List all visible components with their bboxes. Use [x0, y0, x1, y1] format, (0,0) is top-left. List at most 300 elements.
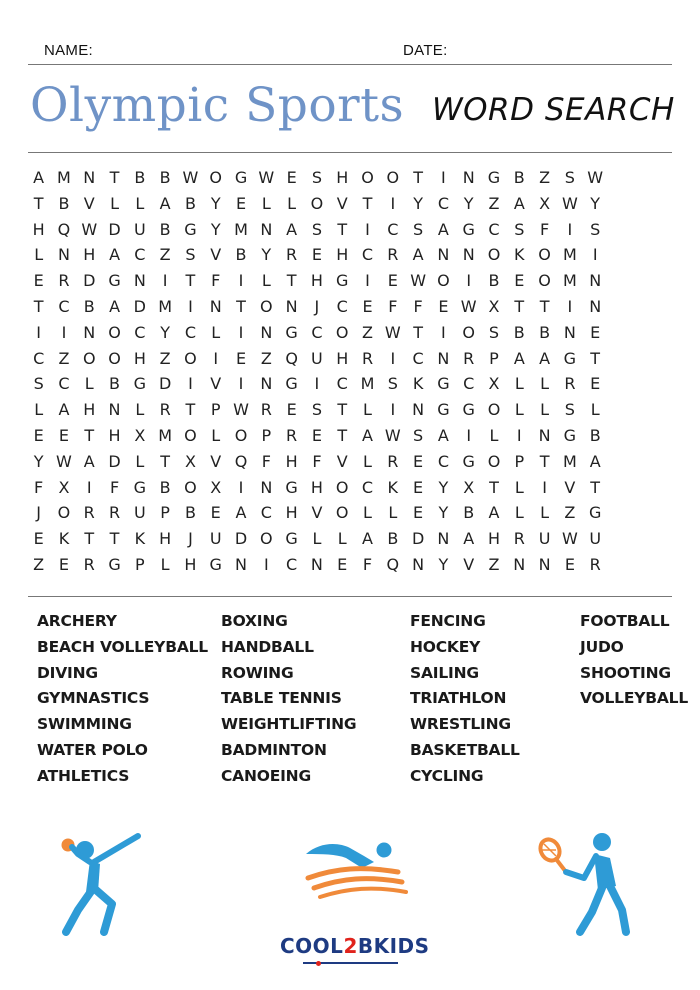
grid-letter[interactable]: L — [211, 322, 221, 342]
grid-letter[interactable]: O — [234, 425, 248, 445]
grid-letter[interactable]: G — [234, 168, 248, 187]
grid-letter[interactable]: W — [233, 400, 249, 420]
grid-letter[interactable]: A — [109, 296, 121, 316]
grid-letter[interactable]: R — [83, 554, 95, 574]
grid-letter[interactable]: T — [590, 477, 601, 497]
grid-letter[interactable]: I — [36, 322, 41, 342]
grid-letter[interactable]: I — [542, 477, 547, 497]
grid-letter[interactable]: S — [564, 400, 575, 420]
grid-letter[interactable]: X — [58, 477, 70, 497]
grid-letter[interactable]: Z — [488, 193, 500, 213]
grid-letter[interactable]: G — [285, 322, 298, 342]
grid-letter[interactable]: P — [514, 451, 525, 471]
grid-letter[interactable]: K — [514, 245, 525, 265]
grid-letter[interactable]: G — [462, 400, 475, 420]
grid-letter[interactable]: H — [83, 400, 96, 420]
grid-letter[interactable]: N — [437, 529, 450, 549]
grid-letter[interactable]: N — [108, 400, 121, 420]
grid-letter[interactable]: M — [158, 425, 173, 445]
grid-letter[interactable]: D — [133, 296, 146, 316]
grid-letter[interactable]: B — [463, 503, 475, 523]
grid-letter[interactable]: I — [592, 245, 598, 265]
grid-letter[interactable]: N — [83, 168, 96, 187]
grid-letter[interactable]: E — [286, 400, 297, 420]
grid-letter[interactable]: A — [33, 168, 45, 187]
grid-letter[interactable]: N — [260, 477, 273, 497]
grid-letter[interactable]: O — [260, 529, 273, 549]
grid-letter[interactable]: O — [361, 168, 374, 187]
grid-letter[interactable]: E — [362, 296, 373, 316]
grid-letter[interactable]: Y — [210, 219, 221, 239]
grid-letter[interactable]: R — [286, 425, 298, 445]
grid-letter[interactable]: R — [463, 348, 475, 368]
grid-letter[interactable]: B — [513, 168, 525, 187]
grid-letter[interactable]: B — [184, 193, 196, 213]
grid-letter[interactable]: G — [209, 554, 222, 574]
grid-letter[interactable]: G — [588, 503, 602, 523]
grid-letter[interactable]: S — [590, 219, 601, 239]
grid-letter[interactable]: C — [361, 245, 374, 265]
grid-letter[interactable]: O — [310, 193, 324, 213]
grid-letter[interactable]: Y — [33, 451, 44, 471]
grid-letter[interactable]: E — [33, 271, 44, 291]
grid-letter[interactable]: G — [184, 219, 197, 239]
grid-letter[interactable]: E — [413, 451, 424, 471]
grid-letter[interactable]: Y — [210, 193, 221, 213]
grid-letter[interactable]: E — [58, 554, 69, 574]
grid-letter[interactable]: I — [238, 271, 244, 291]
grid-letter[interactable]: C — [58, 374, 70, 394]
grid-letter[interactable]: R — [387, 245, 399, 265]
grid-letter[interactable]: A — [437, 425, 449, 445]
grid-letter[interactable]: D — [108, 219, 121, 239]
grid-letter[interactable]: O — [184, 477, 197, 497]
grid-letter[interactable]: T — [84, 425, 95, 445]
grid-letter[interactable]: L — [135, 193, 145, 213]
grid-letter[interactable]: R — [159, 400, 171, 420]
grid-letter[interactable]: P — [135, 554, 145, 574]
grid-letter[interactable]: E — [438, 296, 449, 316]
grid-letter[interactable]: I — [466, 271, 472, 291]
grid-letter[interactable]: R — [108, 503, 121, 523]
grid-letter[interactable]: C — [336, 296, 348, 316]
grid-letter[interactable]: B — [235, 245, 247, 265]
grid-letter[interactable]: R — [589, 554, 601, 574]
grid-letter[interactable]: O — [184, 348, 197, 368]
grid-letter[interactable]: X — [488, 374, 500, 394]
grid-letter[interactable]: I — [516, 425, 522, 445]
grid-letter[interactable]: Z — [539, 168, 551, 187]
grid-letter[interactable]: B — [58, 193, 70, 213]
grid-letter[interactable]: F — [34, 477, 44, 497]
grid-letter[interactable]: P — [261, 425, 272, 445]
grid-letter[interactable]: P — [489, 348, 499, 368]
grid-letter[interactable]: M — [562, 245, 577, 265]
grid-letter[interactable]: G — [487, 168, 501, 187]
grid-letter[interactable]: K — [412, 374, 424, 394]
grid-letter[interactable]: Y — [261, 245, 272, 265]
grid-letter[interactable]: L — [514, 400, 524, 420]
grid-letter[interactable]: L — [312, 529, 322, 549]
grid-letter[interactable]: Y — [438, 477, 449, 497]
grid-letter[interactable]: F — [413, 296, 423, 316]
grid-letter[interactable]: T — [109, 529, 120, 549]
grid-letter[interactable]: N — [589, 296, 602, 316]
grid-letter[interactable]: N — [83, 322, 96, 342]
grid-letter[interactable]: L — [261, 193, 271, 213]
grid-letter[interactable]: Z — [488, 554, 500, 574]
grid-letter[interactable]: X — [463, 477, 475, 497]
grid-letter[interactable]: I — [365, 271, 370, 291]
grid-letter[interactable]: F — [211, 271, 221, 291]
grid-letter[interactable]: C — [134, 245, 146, 265]
grid-letter[interactable]: K — [387, 477, 399, 497]
grid-letter[interactable]: O — [335, 503, 349, 523]
grid-letter[interactable]: T — [33, 193, 44, 213]
grid-letter[interactable]: Z — [58, 348, 70, 368]
grid-letter[interactable]: H — [336, 245, 349, 265]
grid-letter[interactable]: L — [211, 425, 221, 445]
grid-letter[interactable]: A — [412, 245, 424, 265]
grid-letter[interactable]: O — [108, 348, 121, 368]
grid-letter[interactable]: F — [539, 219, 550, 239]
grid-letter[interactable]: Y — [463, 193, 474, 213]
grid-letter[interactable]: G — [133, 477, 147, 497]
grid-letter[interactable]: B — [184, 503, 196, 523]
grid-letter[interactable]: G — [462, 451, 475, 471]
grid-letter[interactable]: I — [567, 219, 573, 239]
grid-letter[interactable]: O — [184, 425, 197, 445]
grid-letter[interactable]: L — [261, 271, 271, 291]
grid-letter[interactable]: A — [235, 503, 247, 523]
grid-letter[interactable]: I — [188, 374, 193, 394]
grid-letter[interactable]: J — [314, 296, 320, 316]
grid-letter[interactable]: V — [564, 477, 576, 497]
grid-letter[interactable]: B — [539, 322, 551, 342]
grid-letter[interactable]: S — [514, 219, 525, 239]
grid-letter[interactable]: A — [463, 529, 475, 549]
grid-letter[interactable]: G — [336, 271, 349, 291]
grid-letter[interactable]: T — [33, 296, 44, 316]
grid-letter[interactable]: E — [337, 554, 348, 574]
grid-letter[interactable]: H — [285, 503, 298, 523]
grid-letter[interactable]: N — [563, 322, 576, 342]
grid-letter[interactable]: T — [185, 400, 196, 420]
grid-letter[interactable]: W — [56, 451, 72, 471]
grid-letter[interactable]: L — [363, 451, 372, 471]
grid-letter[interactable]: L — [540, 400, 550, 420]
grid-letter[interactable]: C — [437, 451, 449, 471]
grid-letter[interactable]: N — [462, 168, 475, 187]
grid-letter[interactable]: A — [437, 219, 449, 239]
grid-letter[interactable]: G — [563, 348, 577, 368]
grid-letter[interactable]: F — [362, 554, 373, 574]
grid-letter[interactable]: W — [182, 168, 199, 187]
grid-letter[interactable]: E — [33, 529, 44, 549]
grid-letter[interactable]: V — [210, 374, 222, 394]
grid-letter[interactable]: Z — [564, 503, 576, 523]
grid-letter[interactable]: I — [238, 322, 244, 342]
grid-letter[interactable]: I — [390, 348, 396, 368]
grid-letter[interactable]: H — [32, 219, 45, 239]
grid-letter[interactable]: X — [539, 193, 551, 213]
grid-letter[interactable]: Q — [234, 451, 248, 471]
grid-letter[interactable]: B — [589, 425, 601, 445]
grid-letter[interactable]: Y — [590, 193, 601, 213]
grid-letter[interactable]: G — [285, 529, 298, 549]
grid-letter[interactable]: T — [590, 348, 601, 368]
grid-letter[interactable]: S — [311, 400, 322, 420]
grid-letter[interactable]: I — [390, 193, 396, 213]
grid-letter[interactable]: Z — [260, 348, 272, 368]
grid-letter[interactable]: P — [210, 400, 221, 420]
grid-letter[interactable]: W — [561, 193, 578, 213]
grid-letter[interactable]: N — [260, 219, 273, 239]
grid-letter[interactable]: V — [210, 245, 222, 265]
grid-letter[interactable]: S — [33, 374, 44, 394]
grid-letter[interactable]: L — [363, 400, 372, 420]
grid-letter[interactable]: X — [184, 451, 196, 471]
grid-letter[interactable]: F — [388, 296, 398, 316]
grid-letter[interactable]: T — [236, 296, 246, 316]
grid-letter[interactable]: A — [513, 193, 525, 213]
grid-letter[interactable]: H — [336, 348, 349, 368]
grid-letter[interactable]: Q — [285, 348, 298, 368]
grid-letter[interactable]: B — [488, 271, 500, 291]
grid-letter[interactable]: B — [159, 168, 171, 187]
grid-letter[interactable]: E — [590, 374, 601, 394]
grid-letter[interactable]: H — [285, 451, 298, 471]
grid-letter[interactable]: N — [57, 245, 70, 265]
grid-letter[interactable]: I — [441, 168, 446, 187]
grid-letter[interactable]: G — [285, 374, 298, 394]
grid-letter[interactable]: T — [337, 219, 348, 239]
grid-letter[interactable]: E — [413, 503, 424, 523]
grid-letter[interactable]: R — [387, 451, 399, 471]
grid-letter[interactable]: N — [285, 296, 298, 316]
grid-letter[interactable]: A — [159, 193, 171, 213]
grid-letter[interactable]: H — [310, 271, 323, 291]
grid-letter[interactable]: L — [287, 193, 297, 213]
grid-letter[interactable]: L — [540, 503, 550, 523]
grid-letter[interactable]: N — [235, 554, 247, 574]
grid-letter[interactable]: S — [413, 425, 424, 445]
grid-letter[interactable]: C — [260, 503, 272, 523]
grid-letter[interactable]: L — [34, 245, 44, 265]
grid-letter[interactable]: O — [462, 322, 475, 342]
grid-letter[interactable]: X — [134, 425, 146, 445]
grid-letter[interactable]: A — [362, 425, 373, 445]
grid-letter[interactable]: U — [209, 529, 222, 549]
grid-letter[interactable]: E — [235, 193, 247, 213]
grid-letter[interactable]: D — [158, 374, 172, 394]
grid-letter[interactable]: M — [158, 296, 173, 316]
grid-letter[interactable]: N — [412, 400, 425, 420]
grid-letter[interactable]: I — [365, 219, 370, 239]
grid-letter[interactable]: N — [437, 348, 450, 368]
grid-letter[interactable]: F — [109, 477, 120, 497]
grid-letter[interactable]: W — [384, 425, 401, 445]
grid-letter[interactable]: G — [437, 400, 450, 420]
grid-letter[interactable]: L — [34, 400, 44, 420]
grid-letter[interactable]: C — [184, 322, 197, 342]
grid-letter[interactable]: K — [134, 529, 146, 549]
grid-letter[interactable]: N — [513, 554, 526, 574]
grid-letter[interactable]: C — [387, 219, 399, 239]
grid-letter[interactable]: L — [363, 503, 372, 523]
grid-letter[interactable]: T — [337, 400, 348, 420]
grid-letter[interactable]: T — [84, 529, 95, 549]
grid-letter[interactable]: O — [57, 503, 71, 523]
grid-letter[interactable]: C — [336, 374, 348, 394]
grid-letter[interactable]: J — [36, 503, 41, 523]
grid-letter[interactable]: N — [209, 296, 222, 316]
grid-letter[interactable]: R — [564, 374, 576, 394]
grid-letter[interactable]: I — [263, 554, 269, 574]
grid-letter[interactable]: L — [110, 193, 119, 213]
grid-letter[interactable]: T — [362, 193, 373, 213]
grid-letter[interactable]: E — [564, 554, 575, 574]
grid-letter[interactable]: C — [311, 322, 323, 342]
grid-letter[interactable]: N — [462, 245, 475, 265]
grid-letter[interactable]: D — [411, 529, 425, 549]
grid-letter[interactable]: V — [463, 554, 475, 574]
grid-letter[interactable]: M — [562, 451, 577, 471]
grid-letter[interactable]: A — [589, 451, 601, 471]
grid-letter[interactable]: V — [336, 451, 348, 471]
grid-letter[interactable]: W — [258, 168, 275, 187]
grid-letter[interactable]: G — [108, 554, 121, 574]
grid-letter[interactable]: A — [109, 245, 121, 265]
grid-letter[interactable]: A — [286, 219, 298, 239]
grid-letter[interactable]: B — [159, 477, 171, 497]
grid-letter[interactable]: M — [562, 271, 577, 291]
grid-letter[interactable]: H — [336, 168, 349, 187]
grid-letter[interactable]: N — [260, 374, 273, 394]
grid-letter[interactable]: G — [133, 374, 147, 394]
grid-letter[interactable]: L — [84, 374, 94, 394]
grid-letter[interactable]: W — [561, 529, 578, 549]
grid-letter[interactable]: E — [311, 245, 322, 265]
grid-letter[interactable]: W — [384, 322, 401, 342]
grid-letter[interactable]: A — [362, 529, 373, 549]
grid-letter[interactable]: Z — [362, 322, 373, 342]
grid-letter[interactable]: C — [134, 322, 146, 342]
grid-letter[interactable]: U — [133, 503, 146, 523]
grid-letter[interactable]: U — [133, 219, 146, 239]
grid-letter[interactable]: U — [311, 348, 323, 368]
grid-letter[interactable]: O — [437, 271, 450, 291]
grid-letter[interactable]: M — [360, 374, 375, 394]
grid-letter[interactable]: T — [489, 477, 499, 497]
grid-letter[interactable]: B — [134, 168, 146, 187]
grid-letter[interactable]: T — [185, 271, 196, 291]
grid-letter[interactable]: Q — [386, 554, 400, 574]
grid-letter[interactable]: I — [238, 374, 244, 394]
grid-letter[interactable]: I — [567, 296, 573, 316]
grid-letter[interactable]: L — [514, 477, 524, 497]
grid-letter[interactable]: T — [514, 296, 525, 316]
grid-letter[interactable]: E — [210, 503, 221, 523]
grid-letter[interactable]: Q — [57, 219, 71, 239]
grid-letter[interactable]: E — [514, 271, 525, 291]
grid-letter[interactable]: D — [83, 271, 96, 291]
grid-letter[interactable]: C — [437, 193, 449, 213]
grid-letter[interactable]: O — [487, 451, 501, 471]
grid-letter[interactable]: M — [57, 168, 71, 187]
grid-letter[interactable]: O — [209, 168, 223, 187]
grid-letter[interactable]: N — [538, 425, 551, 445]
grid-letter[interactable]: G — [563, 425, 577, 445]
grid-letter[interactable]: H — [487, 529, 500, 549]
grid-letter[interactable]: U — [589, 529, 602, 549]
grid-letter[interactable]: O — [538, 245, 551, 265]
grid-letter[interactable]: E — [235, 348, 247, 368]
grid-letter[interactable]: R — [513, 529, 525, 549]
grid-letter[interactable]: I — [61, 322, 67, 342]
grid-letter[interactable]: A — [513, 348, 525, 368]
grid-letter[interactable]: L — [514, 503, 524, 523]
grid-letter[interactable]: E — [311, 425, 322, 445]
grid-letter[interactable]: W — [410, 271, 427, 291]
grid-letter[interactable]: R — [361, 348, 374, 368]
grid-letter[interactable]: E — [33, 425, 44, 445]
grid-letter[interactable]: O — [335, 477, 349, 497]
grid-letter[interactable]: Y — [438, 554, 449, 574]
grid-letter[interactable]: B — [109, 374, 121, 394]
grid-letter[interactable]: L — [160, 554, 170, 574]
grid-letter[interactable]: S — [311, 168, 322, 187]
grid-letter[interactable]: L — [337, 529, 347, 549]
grid-letter[interactable]: T — [539, 451, 550, 471]
grid-letter[interactable]: F — [261, 451, 271, 471]
grid-letter[interactable]: C — [58, 296, 70, 316]
grid-letter[interactable]: L — [590, 400, 600, 420]
grid-letter[interactable]: G — [108, 271, 121, 291]
grid-letter[interactable]: C — [463, 374, 475, 394]
grid-letter[interactable]: I — [441, 322, 446, 342]
grid-letter[interactable]: Z — [159, 245, 171, 265]
grid-letter[interactable]: O — [487, 400, 501, 420]
grid-letter[interactable]: Y — [438, 503, 449, 523]
grid-letter[interactable]: J — [188, 529, 193, 549]
grid-letter[interactable]: B — [387, 529, 399, 549]
grid-letter[interactable]: L — [135, 451, 145, 471]
grid-letter[interactable]: B — [513, 322, 525, 342]
grid-letter[interactable]: N — [412, 554, 425, 574]
grid-letter[interactable]: E — [387, 271, 398, 291]
grid-letter[interactable]: H — [133, 348, 146, 368]
grid-letter[interactable]: X — [488, 296, 500, 316]
grid-letter[interactable]: S — [387, 374, 398, 394]
grid-letter[interactable]: L — [388, 503, 398, 523]
grid-letter[interactable]: T — [160, 451, 171, 471]
grid-letter[interactable]: A — [83, 451, 95, 471]
grid-letter[interactable]: O — [487, 245, 501, 265]
grid-letter[interactable]: A — [58, 400, 70, 420]
grid-letter[interactable]: O — [538, 271, 551, 291]
grid-letter[interactable]: S — [311, 219, 322, 239]
grid-letter[interactable]: V — [311, 503, 323, 523]
grid-letter[interactable]: E — [590, 322, 601, 342]
grid-letter[interactable]: L — [514, 374, 524, 394]
grid-letter[interactable]: X — [210, 477, 222, 497]
grid-letter[interactable]: I — [466, 425, 472, 445]
grid-letter[interactable]: G — [437, 374, 450, 394]
grid-letter[interactable]: C — [33, 348, 45, 368]
grid-letter[interactable]: O — [82, 348, 96, 368]
grid-letter[interactable]: D — [234, 529, 248, 549]
